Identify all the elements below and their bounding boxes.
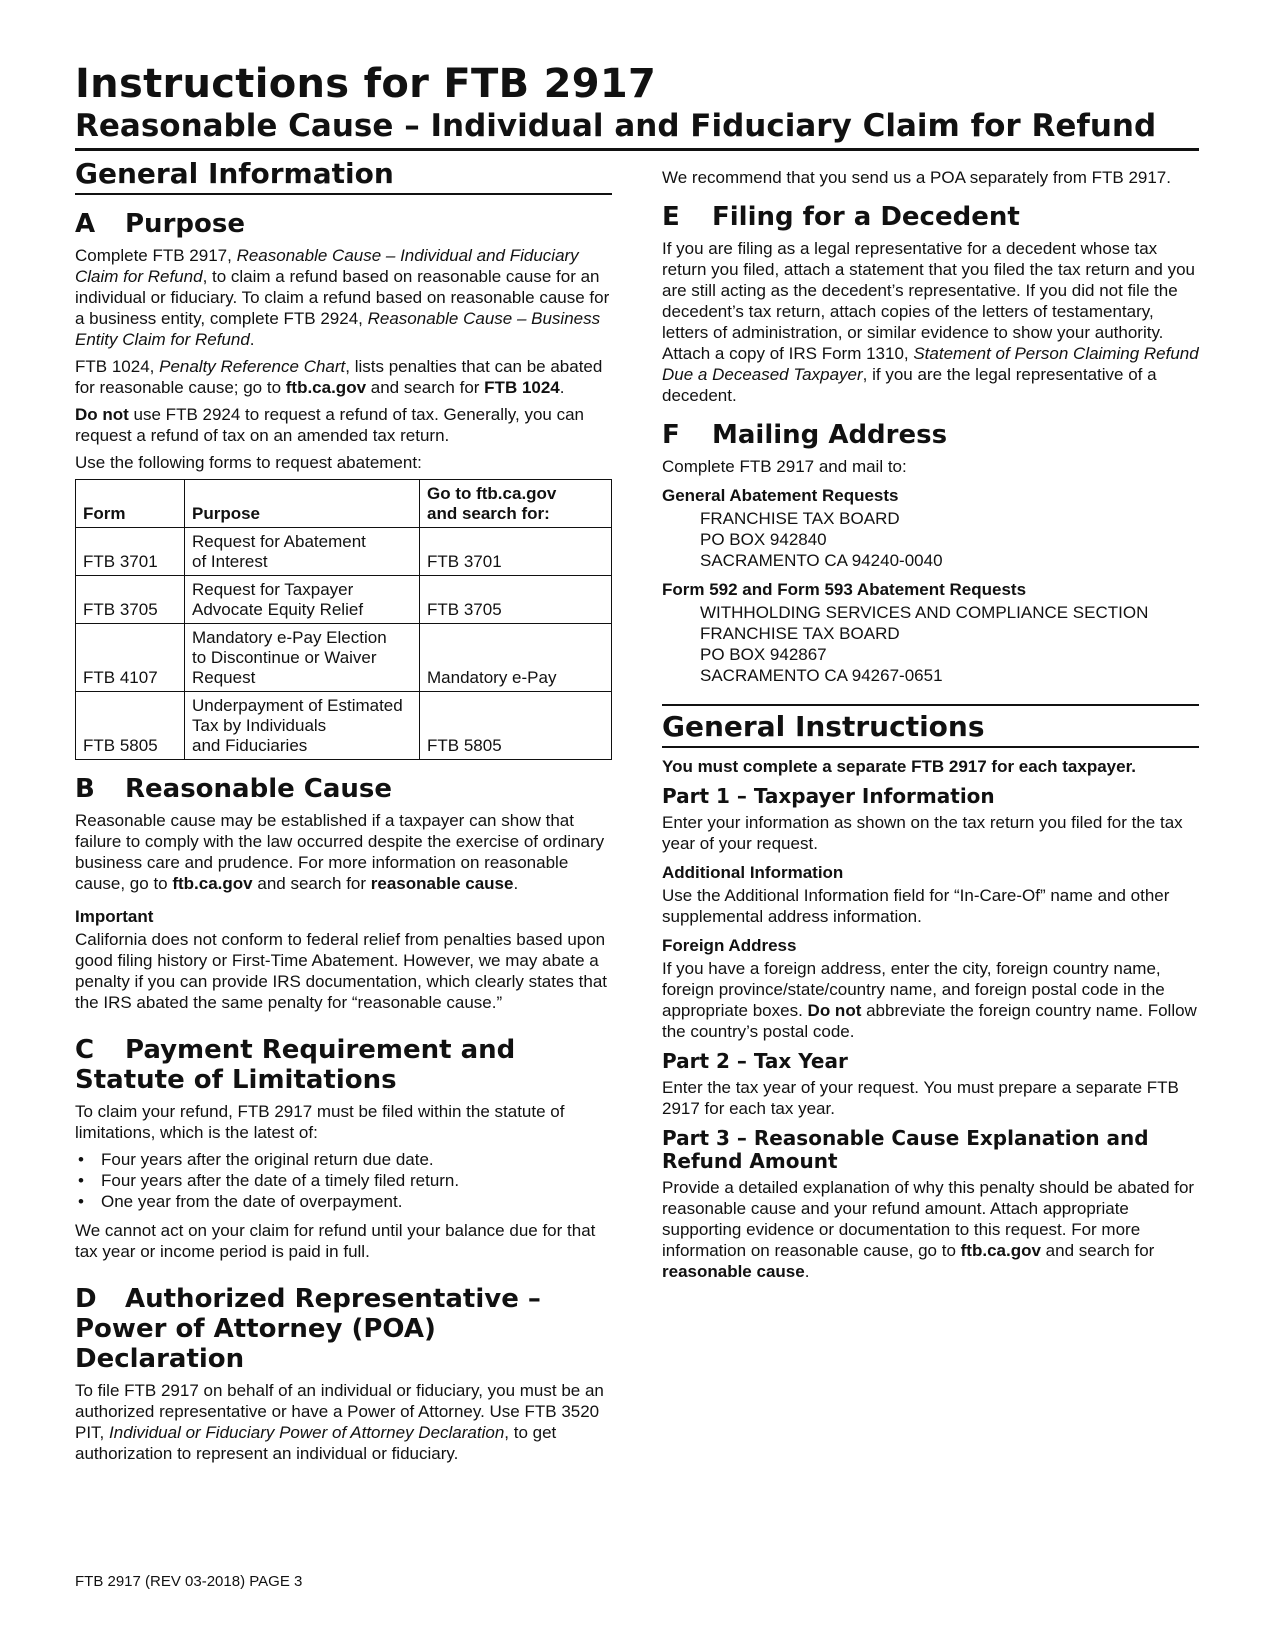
section-c-heading (75, 1035, 612, 1095)
text-run: If you are filing as a legal representative for a decedent whose tax return you filed, attach a statement that you filed the tax return and you are still acting as the decedent’s representative. If you did not file the decedent’s tax return, attach copies of the letters of testamentary, letters of administration, or similar evidence to show your authority. Attach a copy of IRS Form 1310, (662, 239, 1195, 363)
cell-form: FTB 5805 (76, 692, 185, 760)
search-term: FTB 1024 (484, 378, 560, 397)
address-line: FRANCHISE TAX BOARD (700, 509, 900, 528)
text-run: Reasonable cause may be established if a taxpayer can show that failure to comply with the law occurred despite the exercise of ordinary business care and prudence. For more information on reasonable cause, go to (75, 811, 605, 893)
part-3-heading (662, 1127, 1199, 1173)
section-title: Authorized Representative – (125, 1284, 541, 1314)
mailing-intro: Complete FTB 2917 and mail to: (662, 457, 907, 476)
text-run: To file FTB 2917 on behalf of an individual or fiduciary, you must be an authorized representative or have a Power of Attorney. Use FTB 3520 PIT, (75, 1381, 604, 1442)
section-e-heading (662, 202, 1199, 232)
text-run: , if you are the legal representative of a decedent. (662, 365, 1157, 405)
abatement-forms-table (75, 479, 612, 760)
text-run: use FTB 2924 to request a refund of tax. Generally, you can request a refund of tax on an amended tax return. (75, 405, 584, 445)
address-line: FRANCHISE TAX BOARD (700, 624, 900, 643)
table-row (76, 624, 612, 692)
foreign-address-label: Foreign Address (662, 936, 797, 955)
table-row (76, 692, 612, 760)
text-run: , to claim a refund based on reasonable cause for an individual or fiduciary. To claim a refund based on reasonable cause for a business entity, complete FTB 2924, (75, 267, 610, 328)
cell-form: FTB 3701 (76, 528, 185, 576)
withholding-abatement-label: Form 592 and Form 593 Abatement Requests (662, 580, 1027, 599)
foreign-address-paragraph (662, 958, 1199, 1042)
important-paragraph: California does not conform to federal relief from penalties based upon good filing history or First-Time Abatement. However, we may abate a penalty if you can provide IRS documentation, which clearly states that the IRS abated the same penalty for “reasonable cause.” (75, 930, 608, 1012)
header-rule (75, 148, 1199, 151)
form-title-italic: Reasonable Cause – Business Entity Claim for Refund (75, 309, 601, 349)
page-footer: FTB 2917 (REV 03-2018) PAGE 3 (75, 1573, 303, 1590)
cell-purpose: Request for Abatement of Interest (185, 528, 420, 576)
column-header-form: Form (76, 480, 185, 528)
search-term: reasonable cause (662, 1262, 805, 1281)
section-title: Filing for a Decedent (712, 202, 1020, 232)
page-title: Instructions for FTB 2917 (75, 61, 657, 107)
section-title-line-2: Statute of Limitations (75, 1065, 397, 1095)
cell-search-term: FTB 3701 (420, 528, 612, 576)
additional-information-paragraph: Use the Additional Information field for “In-Care-Of” name and other supplemental address information. (662, 886, 1170, 926)
form-title-italic: Penalty Reference Chart (159, 357, 346, 376)
table-row (76, 576, 612, 624)
address-line: WITHHOLDING SERVICES AND COMPLIANCE SECTION (700, 603, 1149, 622)
purpose-paragraph-1 (75, 245, 612, 350)
text-run: FTB 1024, (75, 357, 160, 376)
search-term: reasonable cause (370, 874, 514, 893)
form-title-italic: Statement of Person Claiming Refund Due a Deceased Taxpayer (662, 344, 1199, 384)
purpose-paragraph-4: Use the following forms to request abatement: (75, 453, 422, 472)
text-run: If you have a foreign address, enter the city, foreign country name, foreign province/state/country name, and foreign postal code in the appropriate boxes. (662, 959, 1165, 1020)
text-run: Provide a detailed explanation of why this penalty should be abated for reasonable cause and your refund amount. Attach appropriate supporting evidence or documentation to this request. For more information on reasonable cause, go to (662, 1178, 1195, 1260)
address-line: PO BOX 942867 (700, 645, 827, 664)
table-row (76, 528, 612, 576)
table-header-row (76, 480, 612, 528)
emphasis: Do not (807, 1001, 862, 1020)
reasonable-cause-paragraph (75, 810, 612, 894)
text-run: . (513, 874, 519, 893)
cell-search-term: Mandatory e-Pay (420, 624, 612, 692)
address-line: SACRAMENTO CA 94240-0040 (700, 551, 943, 570)
additional-information-label: Additional Information (662, 863, 844, 882)
section-f-heading (662, 420, 1199, 450)
right-column (662, 167, 1199, 1288)
section-title: Mailing Address (712, 420, 948, 450)
part-3-title-line-1: Part 3 – Reasonable Cause Explanation and (662, 1126, 1149, 1150)
part-3-title-line-2: Refund Amount (662, 1149, 838, 1173)
section-title: Reasonable Cause (125, 774, 393, 804)
form-title-italic: Individual or Fiduciary Power of Attorney Declaration (109, 1423, 505, 1442)
emphasis: Do not (75, 405, 129, 424)
column-header-search: Go to ftb.ca.gov and search for: (420, 480, 612, 528)
text-run: and search for (1040, 1241, 1155, 1260)
table-body (76, 528, 612, 760)
text-run: , lists penalties that can be abated for reasonable cause; go to (75, 357, 603, 397)
withholding-abatement-address (700, 602, 1199, 686)
part-2-heading: Part 2 – Tax Year (662, 1049, 848, 1073)
statute-bullet-list (75, 1149, 612, 1212)
list-item: • Four years after the original return due date. (75, 1149, 612, 1170)
cell-form: FTB 4107 (76, 624, 185, 692)
left-column (75, 157, 612, 1470)
part-1-heading: Part 1 – Taxpayer Information (662, 784, 995, 808)
section-letter: F (662, 420, 680, 450)
poa-paragraph (75, 1380, 612, 1464)
column-header-purpose: Purpose (185, 480, 420, 528)
list-item: • One year from the date of overpayment. (75, 1191, 612, 1212)
section-a-heading (75, 209, 612, 239)
purpose-paragraph-3 (75, 404, 612, 446)
text-run: . (804, 1262, 810, 1281)
form-title-italic: Reasonable Cause – Individual and Fiduciary Claim for Refund (75, 246, 579, 286)
section-title-line-2: Power of Attorney (POA) Declaration (75, 1314, 436, 1374)
website-link-text: ftb.ca.gov (960, 1241, 1041, 1260)
section-title: Payment Requirement and (125, 1035, 516, 1065)
cell-form: FTB 3705 (76, 576, 185, 624)
section-letter: E (662, 202, 680, 232)
text-run: abbreviate the foreign country name. Follow the country’s postal code. (662, 1001, 1197, 1041)
address-line: SACRAMENTO CA 94267-0651 (700, 666, 943, 685)
cell-purpose: Request for Taxpayer Advocate Equity Relief (185, 576, 420, 624)
section-letter: D (75, 1284, 97, 1314)
general-abatement-address (700, 508, 1199, 571)
list-item: • Four years after the date of a timely filed return. (75, 1170, 612, 1191)
important-label: Important (75, 907, 154, 926)
text-run: . (559, 378, 565, 397)
text-run: and search for (252, 874, 371, 893)
general-instructions-note: You must complete a separate FTB 2917 for each taxpayer. (662, 757, 1136, 776)
general-information-heading: General Information (75, 157, 612, 195)
part-2-paragraph: Enter the tax year of your request. You must prepare a separate FTB 2917 for each tax year. (662, 1078, 1179, 1118)
purpose-paragraph-2 (75, 356, 612, 398)
text-run: Complete FTB 2917, (75, 246, 237, 265)
section-letter: C (75, 1035, 95, 1065)
website-link-text: ftb.ca.gov (285, 378, 367, 397)
page-subtitle: Reasonable Cause – Individual and Fiduciary Claim for Refund (75, 108, 1157, 144)
section-letter: B (75, 774, 95, 804)
statute-paragraph-2: We cannot act on your claim for refund until your balance due for that tax year or income period is paid in full. (75, 1221, 596, 1261)
statute-paragraph-1: To claim your refund, FTB 2917 must be filed within the statute of limitations, which is the latest of: (75, 1102, 565, 1142)
decedent-paragraph (662, 238, 1199, 406)
general-instructions-heading: General Instructions (662, 704, 1199, 748)
section-title: Purpose (125, 209, 245, 239)
general-abatement-label: General Abatement Requests (662, 486, 899, 505)
part-1-paragraph: Enter your information as shown on the tax return you filed for the tax year of your request. (662, 813, 1183, 853)
section-d-heading (75, 1284, 612, 1374)
poa-continued-paragraph: We recommend that you send us a POA separately from FTB 2917. (662, 168, 1171, 187)
text-run: , to get authorization to represent an individual or fiduciary. (75, 1423, 557, 1463)
part-3-paragraph (662, 1177, 1199, 1282)
address-line: PO BOX 942840 (700, 530, 827, 549)
cell-purpose: Underpayment of Estimated Tax by Individuals and Fiduciaries (185, 692, 420, 760)
section-b-heading (75, 774, 612, 804)
website-link-text: ftb.ca.gov (172, 874, 253, 893)
section-letter: A (75, 209, 96, 239)
cell-purpose: Mandatory e-Pay Election to Discontinue or Waiver Request (185, 624, 420, 692)
text-run: . (249, 330, 255, 349)
cell-search-term: FTB 5805 (420, 692, 612, 760)
cell-search-term: FTB 3705 (420, 576, 612, 624)
text-run: and search for (366, 378, 485, 397)
